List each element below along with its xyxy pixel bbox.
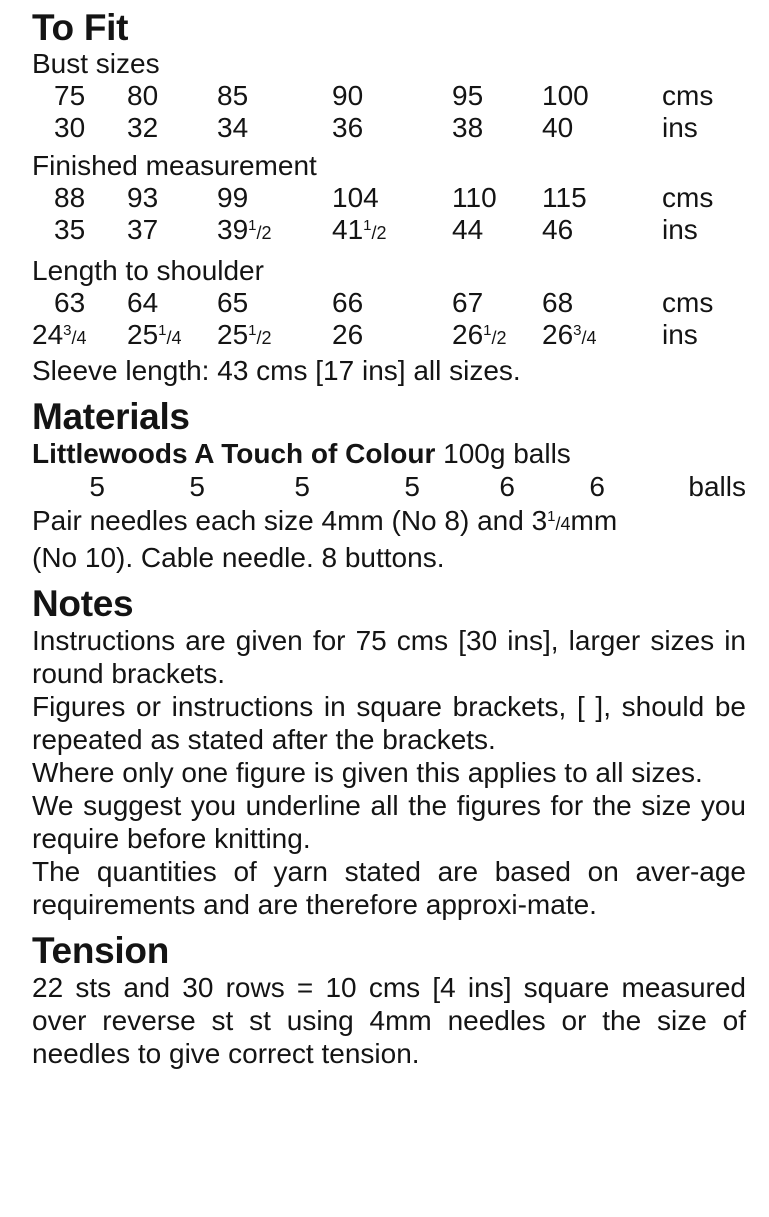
bust-cms-row bbox=[32, 80, 746, 112]
tension-text: 22 sts and 30 rows = 10 cms [4 ins] square measured over reverse st st using 4mm needles or the size of needles to give correct tension. bbox=[32, 972, 746, 1069]
note-item-2: Figures or instructions in square brackets, [ ], should be repeated as stated after the brackets. bbox=[32, 691, 746, 755]
balls-4: 5 bbox=[404, 471, 420, 502]
bust-ins-6: 40 bbox=[542, 112, 574, 143]
finished-cms-2: 93 bbox=[127, 182, 159, 213]
yarn-brand: Littlewoods A Touch of Colour bbox=[32, 438, 436, 469]
bust-ins-unit: ins bbox=[662, 112, 698, 143]
pattern-page bbox=[32, 8, 746, 1070]
length-cms-unit: cms bbox=[662, 287, 714, 318]
finished-cms-5: 110 bbox=[452, 182, 497, 213]
balls-unit: balls bbox=[688, 471, 746, 502]
tension-heading: Tension bbox=[32, 930, 169, 971]
finished-ins-5: 44 bbox=[452, 214, 484, 245]
length-cms-row bbox=[32, 287, 746, 319]
bust-ins-2: 32 bbox=[127, 112, 159, 143]
needles-line-2: (No 10). Cable needle. 8 buttons. bbox=[32, 542, 445, 573]
length-ins-row bbox=[32, 319, 746, 354]
bust-ins-5: 38 bbox=[452, 112, 484, 143]
finished-measurement-label: Finished measurement bbox=[32, 150, 317, 181]
finished-ins-4: $41^1/2$ bbox=[332, 214, 387, 245]
bust-ins-4: 36 bbox=[332, 112, 364, 143]
balls-row bbox=[32, 470, 746, 504]
length-cms-1: 63 bbox=[54, 287, 86, 318]
note-item-4: We suggest you underline all the figures for the size you require before knitting. bbox=[32, 790, 746, 854]
finished-ins-2: 37 bbox=[127, 214, 159, 245]
length-ins-1: $24^3/4$ bbox=[32, 319, 87, 350]
bust-ins-row bbox=[32, 112, 746, 144]
bust-cms-6: 100 bbox=[542, 80, 589, 111]
finished-cms-3: 99 bbox=[217, 182, 249, 213]
bust-cms-1: 75 bbox=[54, 80, 86, 111]
bust-cms-3: 85 bbox=[217, 80, 249, 111]
length-cms-4: 66 bbox=[332, 287, 364, 318]
length-ins-6: $26^3/4$ bbox=[542, 319, 597, 350]
finished-cms-1: 88 bbox=[54, 182, 86, 213]
length-cms-6: 68 bbox=[542, 287, 574, 318]
balls-1: 5 bbox=[89, 471, 105, 502]
length-to-shoulder-label: Length to shoulder bbox=[32, 255, 264, 286]
yarn-line bbox=[32, 437, 746, 470]
bust-ins-1: 30 bbox=[54, 112, 86, 143]
sleeve-length-text: Sleeve length: 43 cms [17 ins] all sizes. bbox=[32, 355, 521, 386]
length-ins-2: $25^1/4$ bbox=[127, 319, 182, 350]
length-cms-3: 65 bbox=[217, 287, 249, 318]
finished-ins-unit: ins bbox=[662, 214, 698, 245]
finished-ins-6: 46 bbox=[542, 214, 574, 245]
bust-cms-5: 95 bbox=[452, 80, 484, 111]
balls-6: 6 bbox=[589, 471, 605, 502]
notes-heading: Notes bbox=[32, 583, 134, 624]
finished-cms-row bbox=[32, 182, 746, 214]
finished-ins-1: 35 bbox=[54, 214, 86, 245]
bust-ins-3: 34 bbox=[217, 112, 249, 143]
balls-3: 5 bbox=[294, 471, 310, 502]
length-ins-3: $25^1/2$ bbox=[217, 319, 272, 350]
note-item-1: Instructions are given for 75 cms [30 ins], larger sizes in round brackets. bbox=[32, 625, 746, 689]
balls-2: 5 bbox=[189, 471, 205, 502]
materials-heading: Materials bbox=[32, 396, 190, 437]
finished-ins-row bbox=[32, 214, 746, 249]
finished-cms-6: 115 bbox=[542, 182, 587, 213]
length-ins-unit: ins bbox=[662, 319, 698, 350]
note-item-3: Where only one figure is given this applies to all sizes. bbox=[32, 757, 703, 788]
needles-line-1: Pair needles each size 4mm (No 8) and $3^1/4mm$ bbox=[32, 505, 618, 536]
finished-cms-4: 104 bbox=[332, 182, 379, 213]
yarn-weight: 100g balls bbox=[435, 438, 571, 469]
length-cms-2: 64 bbox=[127, 287, 159, 318]
note-item-5: The quantities of yarn stated are based on aver-age requirements and are therefore approxi-mate. bbox=[32, 856, 746, 920]
bust-sizes-label: Bust sizes bbox=[32, 48, 160, 79]
finished-cms-unit: cms bbox=[662, 182, 714, 213]
bust-cms-unit: cms bbox=[662, 80, 714, 111]
balls-5: 6 bbox=[499, 471, 515, 502]
length-cms-5: 67 bbox=[452, 287, 484, 318]
length-ins-4: 26 bbox=[332, 319, 364, 350]
length-ins-5: $26^1/2$ bbox=[452, 319, 507, 350]
bust-cms-4: 90 bbox=[332, 80, 364, 111]
to-fit-heading: To Fit bbox=[32, 7, 129, 48]
bust-cms-2: 80 bbox=[127, 80, 159, 111]
finished-ins-3: $39^1/2$ bbox=[217, 214, 272, 245]
